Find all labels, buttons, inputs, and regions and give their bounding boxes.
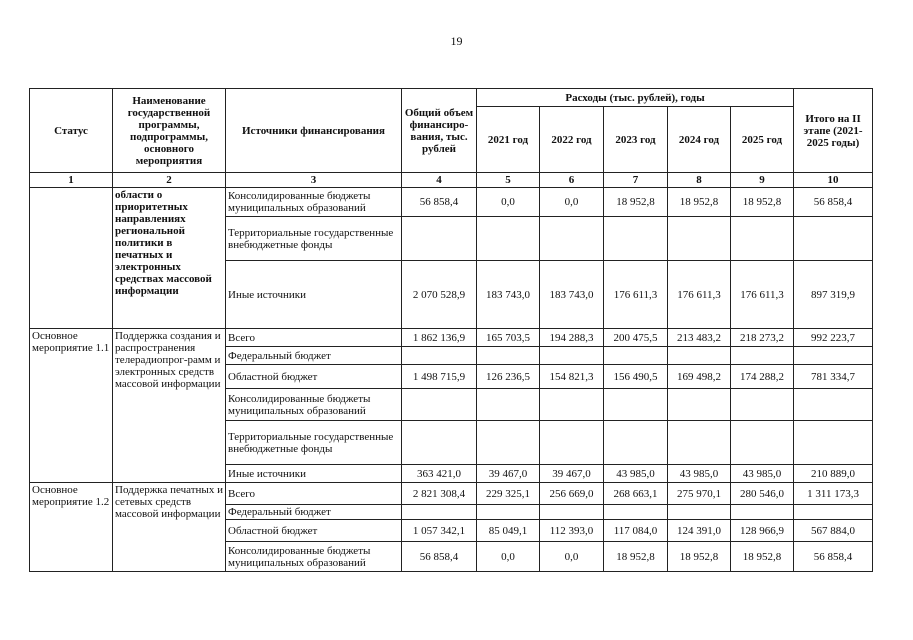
value-cell: [477, 505, 540, 520]
financing-table: [29, 88, 873, 572]
value-cell: 18 952,8: [668, 542, 731, 572]
value-cell: [540, 505, 604, 520]
col-number: 9: [731, 173, 794, 188]
value-cell: [731, 421, 794, 465]
col-number: 4: [402, 173, 477, 188]
value-cell: 18 952,8: [604, 542, 668, 572]
value-cell: 229 325,1: [477, 483, 540, 505]
value-cell: 268 663,1: [604, 483, 668, 505]
source-cell: Федеральный бюджет: [226, 505, 402, 520]
source-cell: Территориальные государственные внебюджетные фонды: [226, 421, 402, 465]
value-cell: [604, 505, 668, 520]
col-number: 10: [794, 173, 873, 188]
value-cell: [477, 347, 540, 365]
value-cell: [402, 421, 477, 465]
program-name: Поддержка печатных и сетевых средств массовой информации: [113, 483, 226, 572]
value-cell: 165 703,5: [477, 329, 540, 347]
source-cell: Областной бюджет: [226, 520, 402, 542]
value-cell: 210 889,0: [794, 465, 873, 483]
col-number: 5: [477, 173, 540, 188]
value-cell: 183 743,0: [540, 261, 604, 329]
value-cell: 0,0: [477, 542, 540, 572]
value-cell: 39 467,0: [540, 465, 604, 483]
value-cell: [402, 505, 477, 520]
value-cell: [540, 389, 604, 421]
value-cell: 56 858,4: [794, 188, 873, 217]
program-name: Поддержка создания и распространения телерадиопрог-рамм и электронных средств массовой информации: [113, 329, 226, 483]
column-number-row: [30, 173, 873, 188]
value-cell: [604, 389, 668, 421]
value-cell: [402, 389, 477, 421]
value-cell: 992 223,7: [794, 329, 873, 347]
value-cell: 18 952,8: [604, 188, 668, 217]
value-cell: [794, 217, 873, 261]
value-cell: 1 498 715,9: [402, 365, 477, 389]
header-sources: Источники финансирования: [226, 89, 402, 173]
value-cell: [794, 389, 873, 421]
header-year: 2021 год: [477, 107, 540, 173]
value-cell: [402, 347, 477, 365]
source-cell: Территориальные государственные внебюджетные фонды: [226, 217, 402, 261]
value-cell: 2 070 528,9: [402, 261, 477, 329]
value-cell: 567 884,0: [794, 520, 873, 542]
value-cell: [794, 505, 873, 520]
value-cell: [731, 505, 794, 520]
value-cell: 1 057 342,1: [402, 520, 477, 542]
value-cell: 174 288,2: [731, 365, 794, 389]
header-total: Общий объем финансиро-вания, тыс. рублей: [402, 89, 477, 173]
value-cell: 43 985,0: [668, 465, 731, 483]
source-cell: Федеральный бюджет: [226, 347, 402, 365]
value-cell: 56 858,4: [402, 188, 477, 217]
header-year: 2024 год: [668, 107, 731, 173]
value-cell: 43 985,0: [731, 465, 794, 483]
col-number: 3: [226, 173, 402, 188]
value-cell: [668, 347, 731, 365]
source-cell: Всего: [226, 483, 402, 505]
value-cell: 156 490,5: [604, 365, 668, 389]
header-expenses: Расходы (тыс. рублей), годы: [477, 89, 794, 107]
value-cell: 124 391,0: [668, 520, 731, 542]
col-number: 1: [30, 173, 113, 188]
value-cell: 0,0: [477, 188, 540, 217]
value-cell: 897 319,9: [794, 261, 873, 329]
header-year: 2022 год: [540, 107, 604, 173]
value-cell: [540, 421, 604, 465]
value-cell: 781 334,7: [794, 365, 873, 389]
value-cell: 128 966,9: [731, 520, 794, 542]
value-cell: 0,0: [540, 188, 604, 217]
value-cell: 126 236,5: [477, 365, 540, 389]
value-cell: [794, 347, 873, 365]
source-cell: Консолидированные бюджеты муниципальных образований: [226, 542, 402, 572]
source-cell: Иные источники: [226, 261, 402, 329]
value-cell: 1 311 173,3: [794, 483, 873, 505]
value-cell: [668, 421, 731, 465]
value-cell: [604, 217, 668, 261]
table-row: [30, 188, 873, 217]
value-cell: 176 611,3: [731, 261, 794, 329]
status-cell: Основное мероприятие 1.1: [30, 329, 113, 483]
value-cell: 183 743,0: [477, 261, 540, 329]
value-cell: 2 821 308,4: [402, 483, 477, 505]
value-cell: 18 952,8: [731, 188, 794, 217]
table-row: [30, 329, 873, 347]
value-cell: 18 952,8: [668, 188, 731, 217]
source-cell: Консолидированные бюджеты муниципальных образований: [226, 389, 402, 421]
value-cell: 363 421,0: [402, 465, 477, 483]
value-cell: 256 669,0: [540, 483, 604, 505]
value-cell: [604, 347, 668, 365]
status-cell: [30, 188, 113, 329]
value-cell: 154 821,3: [540, 365, 604, 389]
value-cell: [477, 217, 540, 261]
page-number: 19: [450, 34, 463, 48]
header-stage-total: Итого на II этапе (2021-2025 годы): [794, 89, 873, 173]
value-cell: [731, 347, 794, 365]
col-number: 2: [113, 173, 226, 188]
col-number: 7: [604, 173, 668, 188]
value-cell: 176 611,3: [604, 261, 668, 329]
value-cell: [604, 421, 668, 465]
value-cell: [540, 217, 604, 261]
value-cell: 200 475,5: [604, 329, 668, 347]
value-cell: 0,0: [540, 542, 604, 572]
status-cell: Основное мероприятие 1.2: [30, 483, 113, 572]
source-cell: Всего: [226, 329, 402, 347]
value-cell: [731, 217, 794, 261]
value-cell: 39 467,0: [477, 465, 540, 483]
value-cell: [731, 389, 794, 421]
program-name: области о приоритетных направлениях региональной политики в печатных и электронных средствах массовой информации: [113, 188, 226, 329]
col-number: 8: [668, 173, 731, 188]
value-cell: 213 483,2: [668, 329, 731, 347]
value-cell: 43 985,0: [604, 465, 668, 483]
value-cell: [668, 505, 731, 520]
source-cell: Консолидированные бюджеты муниципальных образований: [226, 188, 402, 217]
value-cell: 85 049,1: [477, 520, 540, 542]
value-cell: 56 858,4: [794, 542, 873, 572]
value-cell: 117 084,0: [604, 520, 668, 542]
table-row: [30, 483, 873, 505]
value-cell: 169 498,2: [668, 365, 731, 389]
value-cell: [477, 389, 540, 421]
value-cell: 112 393,0: [540, 520, 604, 542]
value-cell: 18 952,8: [731, 542, 794, 572]
value-cell: 1 862 136,9: [402, 329, 477, 347]
header-year: 2025 год: [731, 107, 794, 173]
value-cell: [668, 389, 731, 421]
value-cell: 194 288,3: [540, 329, 604, 347]
value-cell: [402, 217, 477, 261]
source-cell: Областной бюджет: [226, 365, 402, 389]
source-cell: Иные источники: [226, 465, 402, 483]
value-cell: 218 273,2: [731, 329, 794, 347]
value-cell: [477, 421, 540, 465]
header-name: Наименование государственной программы, подпрограммы, основного мероприятия: [113, 89, 226, 173]
col-number: 6: [540, 173, 604, 188]
value-cell: [540, 347, 604, 365]
header-status: Статус: [30, 89, 113, 173]
value-cell: 280 546,0: [731, 483, 794, 505]
value-cell: [668, 217, 731, 261]
header-year: 2023 год: [604, 107, 668, 173]
value-cell: [794, 421, 873, 465]
value-cell: 275 970,1: [668, 483, 731, 505]
value-cell: 56 858,4: [402, 542, 477, 572]
value-cell: 176 611,3: [668, 261, 731, 329]
